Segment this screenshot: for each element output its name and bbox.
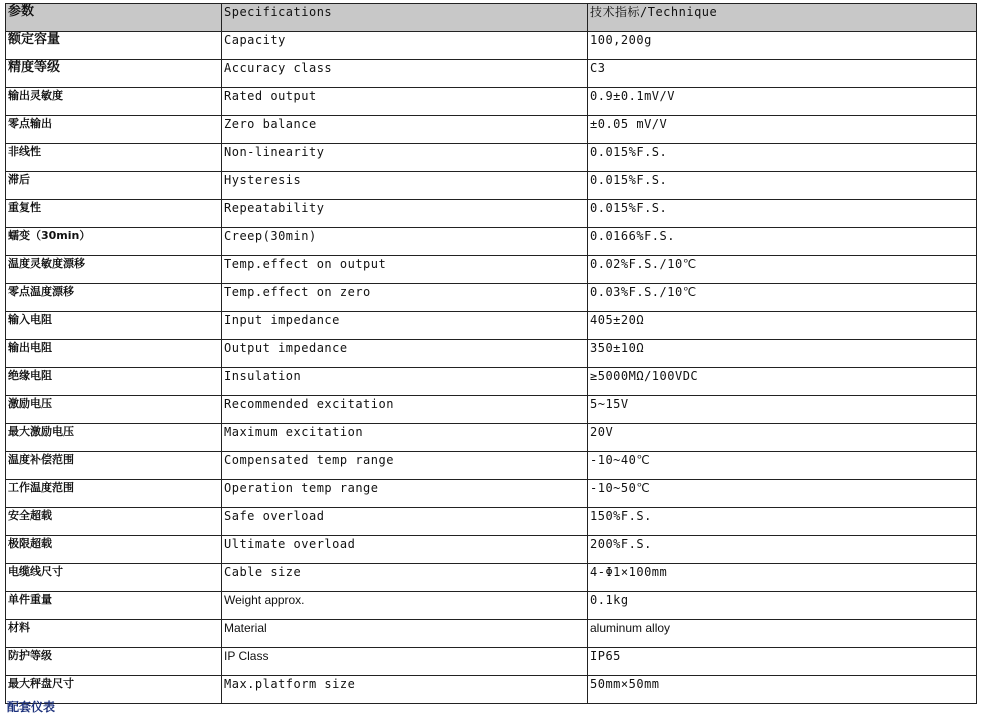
value-cell: 0.015%F.S.	[588, 144, 977, 172]
table-row	[6, 508, 977, 536]
spec-cell: Material	[222, 620, 588, 648]
param-cell: 输入电阻	[6, 312, 222, 340]
spec-cell: Max.platform size	[222, 676, 588, 704]
table-row	[6, 396, 977, 424]
spec-cell: Accuracy class	[222, 60, 588, 88]
value-cell: 0.1kg	[588, 592, 977, 620]
spec-cell: Ultimate overload	[222, 536, 588, 564]
table-row	[6, 424, 977, 452]
spec-cell: Recommended excitation	[222, 396, 588, 424]
param-cell: 最大激励电压	[6, 424, 222, 452]
spec-cell: Cable size	[222, 564, 588, 592]
header-param: 参数	[6, 4, 222, 32]
table-row	[6, 564, 977, 592]
table-row	[6, 172, 977, 200]
spec-cell: IP Class	[222, 648, 588, 676]
value-cell: 0.03%F.S./10℃	[588, 284, 977, 312]
value-cell: 200%F.S.	[588, 536, 977, 564]
param-cell: 零点输出	[6, 116, 222, 144]
value-cell: 4-Φ1×100mm	[588, 564, 977, 592]
table-row	[6, 312, 977, 340]
spec-cell: Maximum excitation	[222, 424, 588, 452]
spec-cell: Zero balance	[222, 116, 588, 144]
param-cell: 输出灵敏度	[6, 88, 222, 116]
table-row	[6, 480, 977, 508]
param-cell: 温度补偿范围	[6, 452, 222, 480]
table-header-row	[6, 4, 977, 32]
param-cell: 材料	[6, 620, 222, 648]
value-cell: ±0.05 mV/V	[588, 116, 977, 144]
value-cell: C3	[588, 60, 977, 88]
value-cell: 0.015%F.S.	[588, 200, 977, 228]
header-spec: Specifications	[222, 4, 588, 32]
spec-cell: Insulation	[222, 368, 588, 396]
table-row	[6, 676, 977, 704]
param-cell: 零点温度漂移	[6, 284, 222, 312]
value-cell: 0.0166%F.S.	[588, 228, 977, 256]
value-cell: 0.9±0.1mV/V	[588, 88, 977, 116]
param-cell: 安全超载	[6, 508, 222, 536]
value-cell: 350±10Ω	[588, 340, 977, 368]
param-cell: 额定容量	[6, 32, 222, 60]
value-cell: IP65	[588, 648, 977, 676]
table-row	[6, 284, 977, 312]
table-row	[6, 228, 977, 256]
table-row	[6, 200, 977, 228]
table-row	[6, 340, 977, 368]
param-cell: 最大秤盘尺寸	[6, 676, 222, 704]
value-cell: 0.02%F.S./10℃	[588, 256, 977, 284]
param-cell: 激励电压	[6, 396, 222, 424]
param-cell: 绝缘电阻	[6, 368, 222, 396]
spec-cell: Weight approx.	[222, 592, 588, 620]
table-row	[6, 452, 977, 480]
param-cell: 蠕变（30min）	[6, 228, 222, 256]
spec-cell: Repeatability	[222, 200, 588, 228]
table-row	[6, 144, 977, 172]
spec-cell: Temp.effect on zero	[222, 284, 588, 312]
table-row	[6, 368, 977, 396]
param-cell: 滞后	[6, 172, 222, 200]
value-cell: -10~50℃	[588, 480, 977, 508]
table-row	[6, 648, 977, 676]
table-row	[6, 88, 977, 116]
param-cell: 工作温度范围	[6, 480, 222, 508]
param-cell: 防护等级	[6, 648, 222, 676]
value-cell: aluminum alloy	[588, 620, 977, 648]
value-cell: 20V	[588, 424, 977, 452]
param-cell: 电缆线尺寸	[6, 564, 222, 592]
spec-cell: Temp.effect on output	[222, 256, 588, 284]
spec-cell: Rated output	[222, 88, 588, 116]
footer-text: 配套仪表	[7, 700, 56, 714]
param-cell: 非线性	[6, 144, 222, 172]
value-cell: 100,200g	[588, 32, 977, 60]
table-row	[6, 536, 977, 564]
spec-cell: Input impedance	[222, 312, 588, 340]
table-row	[6, 32, 977, 60]
param-cell: 单件重量	[6, 592, 222, 620]
param-cell: 极限超载	[6, 536, 222, 564]
spec-cell: Hysteresis	[222, 172, 588, 200]
value-cell: 50mm×50mm	[588, 676, 977, 704]
table-row	[6, 60, 977, 88]
value-cell: -10~40℃	[588, 452, 977, 480]
spec-cell: Compensated temp range	[222, 452, 588, 480]
spec-cell: Safe overload	[222, 508, 588, 536]
table-row	[6, 256, 977, 284]
table-row	[6, 620, 977, 648]
table-row	[6, 116, 977, 144]
value-cell: 405±20Ω	[588, 312, 977, 340]
spec-cell: Output impedance	[222, 340, 588, 368]
spec-table	[5, 3, 977, 704]
param-cell: 精度等级	[6, 60, 222, 88]
value-cell: 5~15V	[588, 396, 977, 424]
param-cell: 温度灵敏度漂移	[6, 256, 222, 284]
value-cell: 150%F.S.	[588, 508, 977, 536]
spec-cell: Non-linearity	[222, 144, 588, 172]
header-value: 技术指标/Technique	[588, 4, 977, 32]
param-cell: 输出电阻	[6, 340, 222, 368]
param-cell: 重复性	[6, 200, 222, 228]
table-row	[6, 592, 977, 620]
spec-cell: Capacity	[222, 32, 588, 60]
value-cell: 0.015%F.S.	[588, 172, 977, 200]
spec-cell: Operation temp range	[222, 480, 588, 508]
spec-cell: Creep(30min)	[222, 228, 588, 256]
value-cell: ≥5000MΩ/100VDC	[588, 368, 977, 396]
